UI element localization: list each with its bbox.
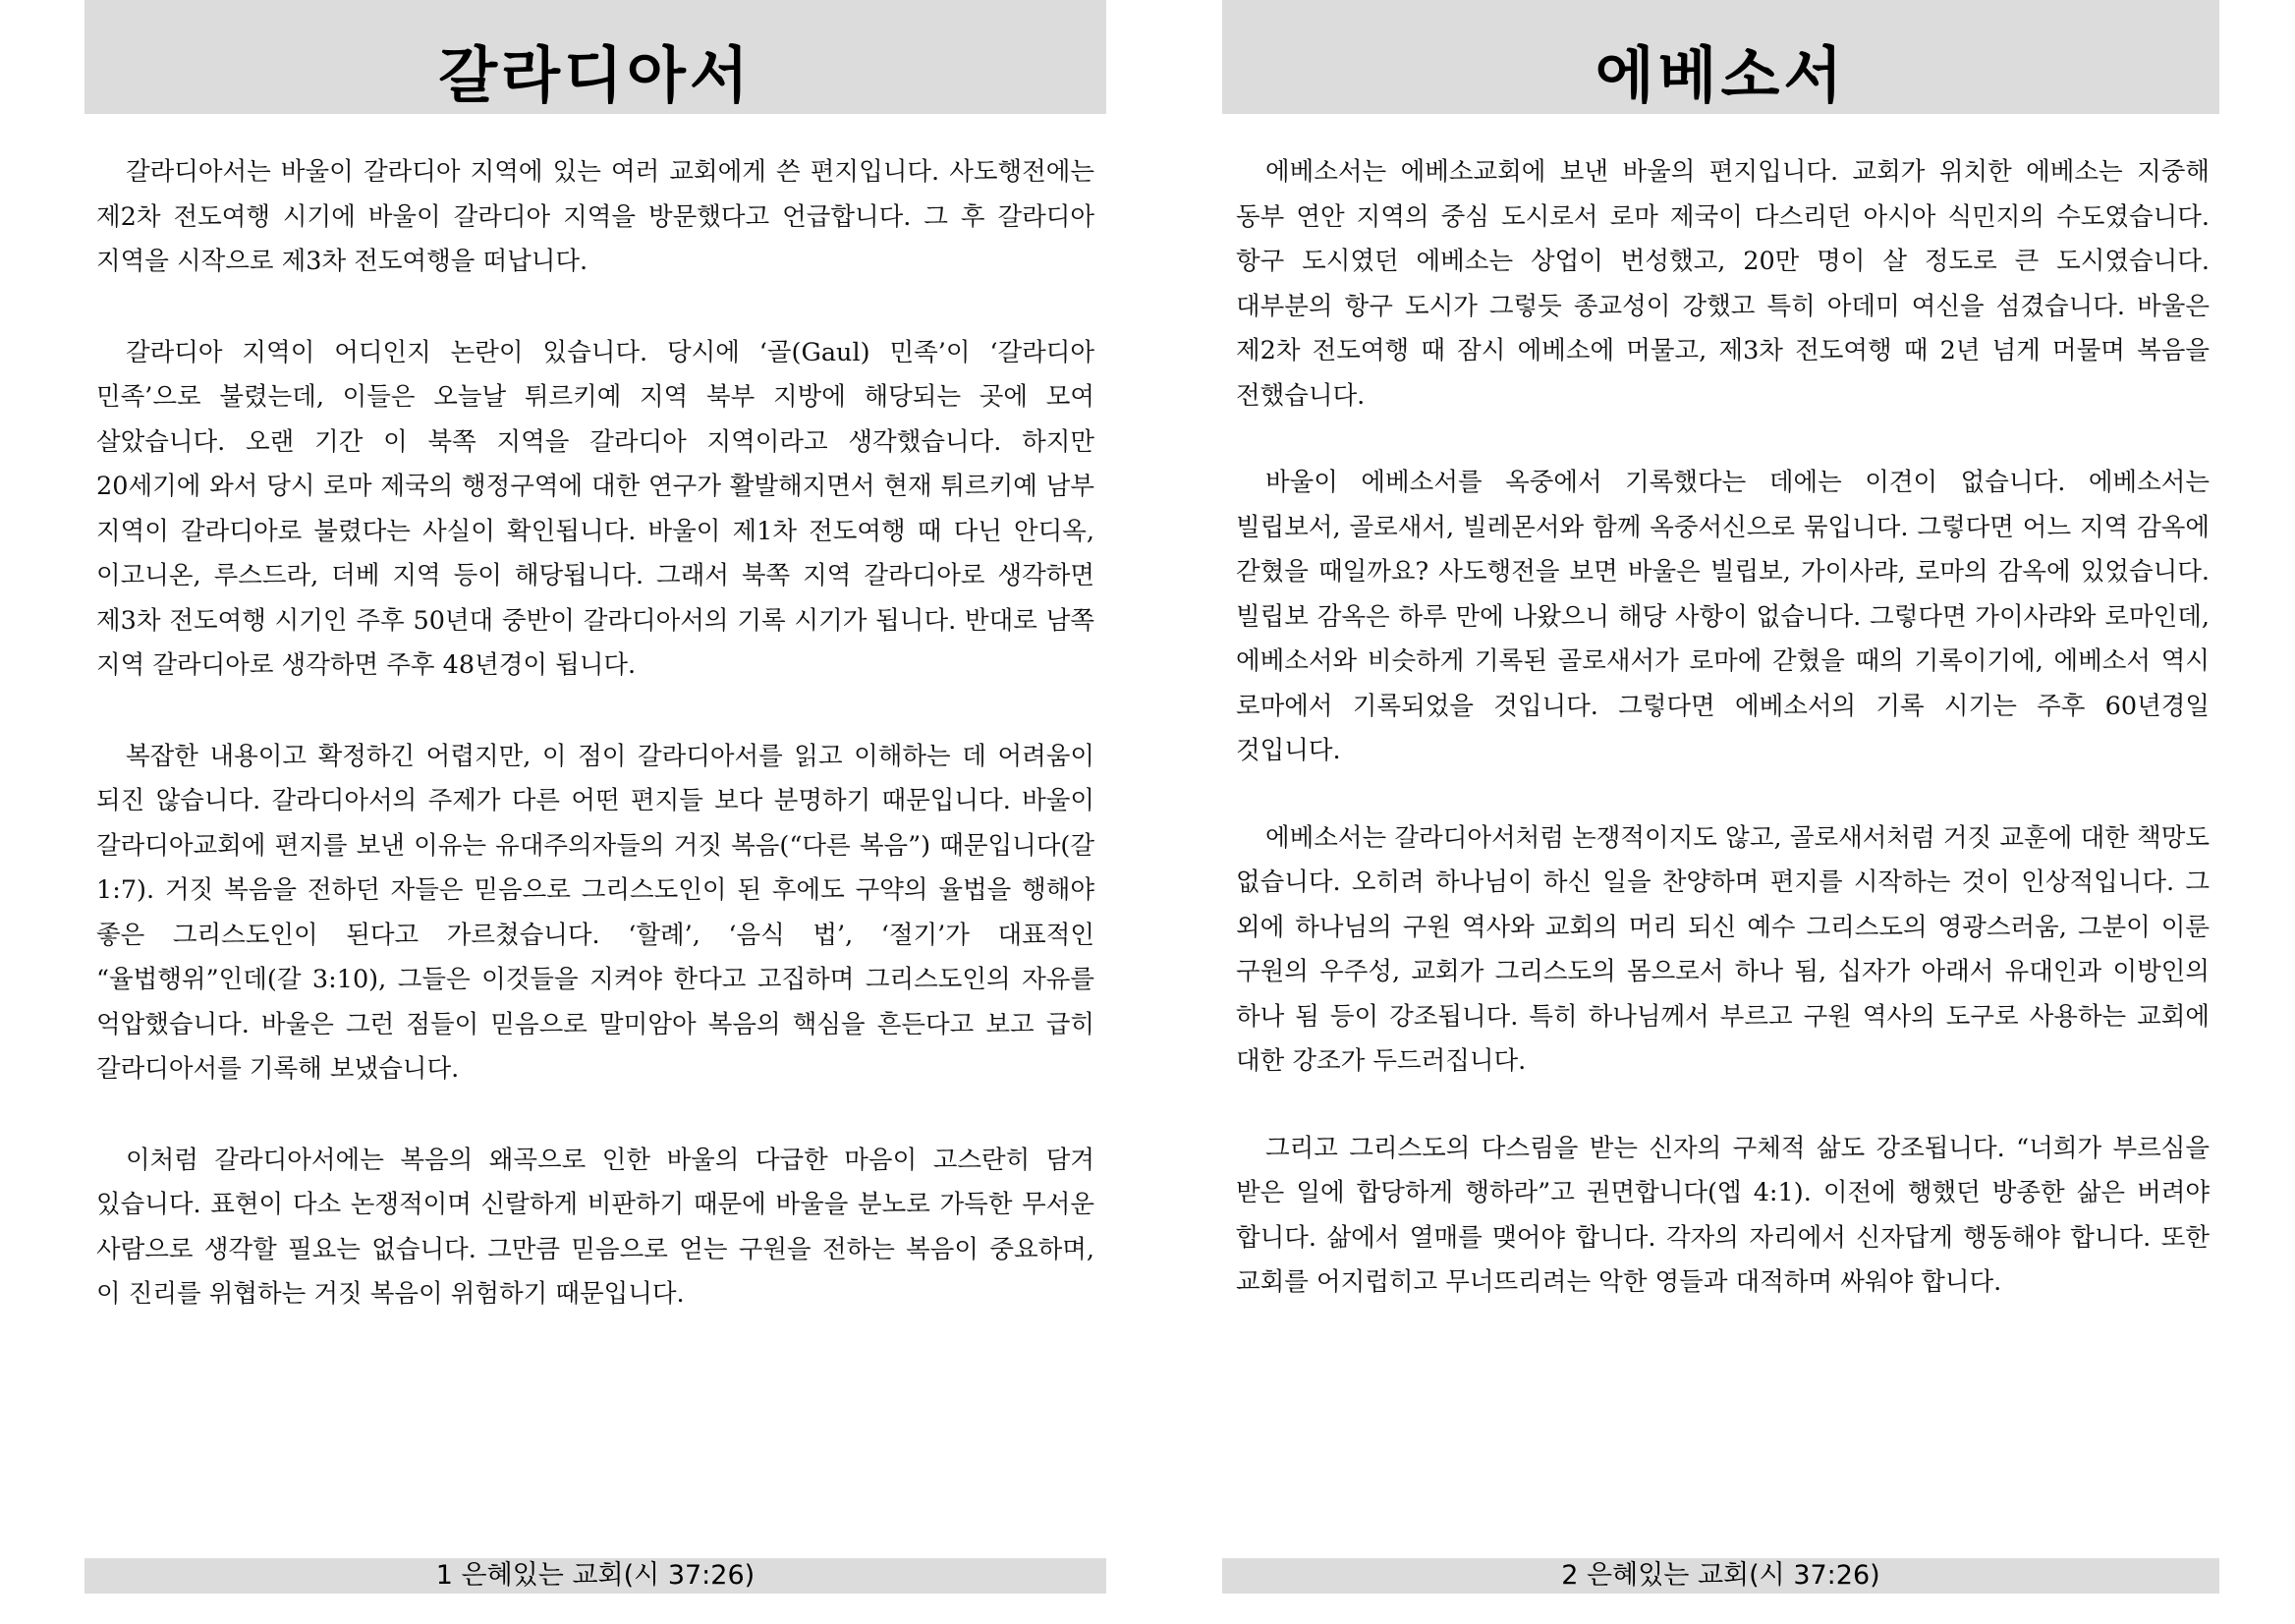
left-page: [84, 0, 1106, 1624]
right-paragraph-1: 에베소서는 에베소교회에 보낸 바울의 편지입니다. 교회가 위치한 에베소는 지중해 동부 연안 지역의 중심 도시로서 로마 제국이 다스리던 아시아 식민지의 수도였습니다. 항구 도시였던 에베소는 상업이 번성했고, 20만 명이 살 정도로 큰 도시였습니다. 대부분의 항구 도시가 그렇듯 종교성이 강했고 특히 아데미 여신을 섬겼습니다. 바울은 제2차 전도여행 때 잠시 에베소에 머물고, 제3차 전도여행 때 2년 넘게 머물며 복음을 전했습니다.: [1236, 157, 2210, 411]
right-paragraph-3: 에베소서는 갈라디아서처럼 논쟁적이지도 않고, 골로새서처럼 거짓 교훈에 대한 책망도 없습니다. 오히려 하나님이 하신 일을 찬양하며 편지를 시작하는 것이 인상적입니다. 그 외에 하나님의 구원 역사와 교회의 머리 되신 예수 그리스도의 영광스러움, 그분이 이룬 구원의 우주성, 교회가 그리스도의 몸으로서 하나 됨, 십자가 아래서 유대인과 이방인의 하나 됨 등이 강조됩니다. 특히 하나님께서 부르고 구원 역사의 도구로 사용하는 교회에 대한 강조가 두드러집니다.: [1236, 822, 2210, 1076]
right-footer-bar: [1222, 1558, 2219, 1594]
left-footer-bar: [84, 1558, 1106, 1594]
right-page-title: 에베소서: [1595, 39, 1847, 111]
left-page-title: 갈라디아서: [438, 39, 753, 111]
left-paragraph-1: 갈라디아서는 바울이 갈라디아 지역에 있는 여러 교회에게 쓴 편지입니다. 사도행전에는 제2차 전도여행 시기에 바울이 갈라디아 지역을 방문했다고 언급합니다. 그 후 갈라디아 지역을 시작으로 제3차 전도여행을 떠납니다.: [96, 157, 1094, 276]
left-paragraph-4: 이처럼 갈라디아서에는 복음의 왜곡으로 인한 바울의 다급한 마음이 고스란히 담겨 있습니다. 표현이 다소 논쟁적이며 신랄하게 비판하기 때문에 바울을 분노로 가득한 무서운 사람으로 생각할 필요는 없습니다. 그만큼 믿음으로 얻는 구원을 전하는 복음이 중요하며, 이 진리를 위협하는 거짓 복음이 위험하기 때문입니다.: [96, 1145, 1094, 1309]
left-page-footer: 1 은혜있는 교회(시 37:26): [435, 1560, 756, 1591]
left-paragraph-2: 갈라디아 지역이 어디인지 논란이 있습니다. 당시에 ‘골(Gaul) 민족’이 ‘갈라디아 민족’으로 불렸는데, 이들은 오늘날 튀르키예 지역 북부 지방에 해당되는 곳에 모여 살았습니다. 오랜 기간 이 북쪽 지역을 갈라디아 지역이라고 생각했습니다. 하지만 20세기에 와서 당시 로마 제국의 행정구역에 대한 연구가 활발해지면서 현재 튀르키예 남부 지역이 갈라디아로 불렸다는 사실이 확인됩니다. 바울이 제1차 전도여행 때 다닌 안디옥, 이고니온, 루스드라, 더베 지역 등이 해당됩니다. 그래서 북쪽 지역 갈라디아로 생각하면 제3차 전도여행 시기인 주후 50년대 중반이 갈라디아서의 기록 시기가 됩니다. 반대로 남쪽 지역 갈라디아로 생각하면 주후 48년경이 됩니다.: [96, 337, 1094, 680]
left-title-bar: [84, 0, 1106, 114]
right-page: [1222, 0, 2219, 1624]
right-page-footer: 2 은혜있는 교회(시 37:26): [1561, 1560, 1880, 1591]
left-paragraph-3: 복잡한 내용이고 확정하긴 어렵지만, 이 점이 갈라디아서를 읽고 이해하는 데 어려움이 되진 않습니다. 갈라디아서의 주제가 다른 어떤 편지들 보다 분명하기 때문입니다. 바울이 갈라디아교회에 편지를 보낸 이유는 유대주의자들의 거짓 복음(“다른 복음”) 때문입니다(갈 1:7). 거짓 복음을 전하던 자들은 믿음으로 그리스도인이 된 후에도 구약의 율법을 행해야 좋은 그리스도인이 된다고 가르쳤습니다. ‘할례’, ‘음식 법’, ‘절기’가 대표적인 “율법행위”인데(갈 3:10), 그들은 이것들을 지켜야 한다고 고집하며 그리스도인의 자유를 억압했습니다. 바울은 그런 점들이 믿음으로 말미암아 복음의 핵심을 흔든다고 보고 급히 갈라디아서를 기록해 보냈습니다.: [96, 741, 1094, 1084]
right-body-text: [1236, 150, 2210, 1348]
right-paragraph-2: 바울이 에베소서를 옥중에서 기록했다는 데에는 이견이 없습니다. 에베소서는 빌립보서, 골로새서, 빌레몬서와 함께 옥중서신으로 묶입니다. 그렇다면 어느 지역 감옥에 갇혔을 때일까요? 사도행전을 보면 바울은 빌립보, 가이사랴, 로마의 감옥에 있었습니다. 빌립보 감옥은 하루 만에 나왔으니 해당 사항이 없습니다. 그렇다면 가이사랴와 로마인데, 에베소서와 비슷하게 기록된 골로새서가 로마에 갇혔을 때의 기록이기에, 에베소서 역시 로마에서 기록되었을 것입니다. 그렇다면 에베소서의 기록 시기는 주후 60년경일 것입니다.: [1236, 468, 2210, 765]
left-body-text: [96, 150, 1094, 1364]
right-title-bar: [1222, 0, 2219, 114]
right-paragraph-4: 그리고 그리스도의 다스림을 받는 신자의 구체적 삶도 강조됩니다. “너희가 부르심을 받은 일에 합당하게 행하라”고 권면합니다(엡 4:1). 이전에 행했던 방종한 삶은 버려야 합니다. 삶에서 열매를 맺어야 합니다. 각자의 자리에서 신자답게 행동해야 합니다. 또한 교회를 어지럽히고 무너뜨리려는 악한 영들과 대적하며 싸워야 합니다.: [1236, 1133, 2210, 1297]
